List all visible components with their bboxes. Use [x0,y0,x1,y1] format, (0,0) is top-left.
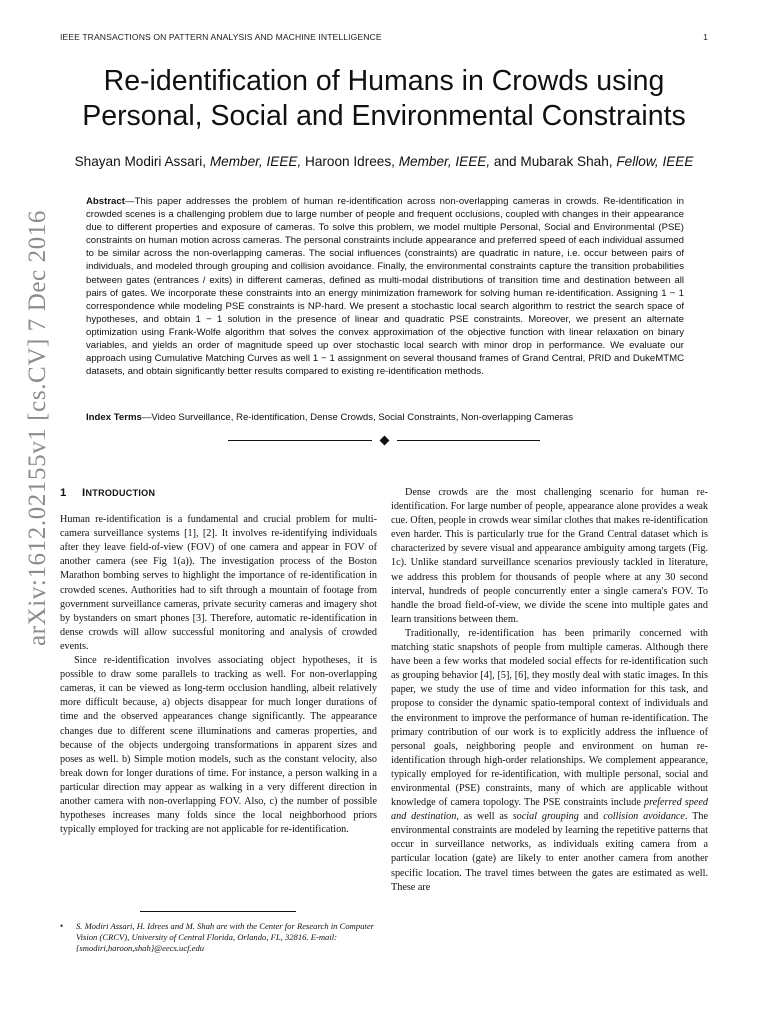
abstract-label: Abstract [86,196,125,207]
title-line-2: Personal, Social and Environmental Constraints [82,100,686,132]
text-run: , as well as [456,811,513,823]
footnote-rule [140,911,296,912]
journal-name: IEEE TRANSACTIONS ON PATTERN ANALYSIS AND MACHINE INTELLIGENCE [60,32,382,42]
running-header [60,32,708,42]
author-3-name: and Mubarak Shah, [493,154,613,169]
index-terms [86,411,684,424]
section-number: 1 [60,487,67,499]
footnote-text: S. Modiri Assari, H. Idrees and M. Shah are with the Center for Research in Computer Vision (CRCV), University of Central Florida, Orlando, FL, 32816. E-mail: {smodiri,haroon,shah}@eecs.ucf.edu [76,921,374,954]
author-2-role: Member, IEEE, [398,154,491,169]
abstract [86,195,684,378]
footnote [60,921,377,955]
section-title-rest: NTRODUCTION [85,488,156,498]
paper-title [40,64,728,134]
section-separator [228,433,540,447]
text-run: and [578,811,604,823]
author-1-role: Member, IEEE, [209,154,302,169]
paragraph [391,627,708,895]
separator-rule-right [397,440,541,441]
title-line-1: Re-identification of Humans in Crowds using [103,65,665,97]
paragraph: Human re-identification is a fundamental and crucial problem for multi-camera surveillance systems [1], [2]. It involves re-identifying individuals after they leave field-of-view (FOV) of one camera and appear in FOV of another camera (see Fig 1(a)). The investigation process of the Boston Marathon bombing serves to highlight the importance of re-identification in crowded scenes. Authorities had to sift through a mountain of footage from government surveillance cameras, private security cameras and imagery shot by bystanders on smart phones [3]. Therefore, automatic re-identification in dense crowds will allow successful monitoring and analysis of crowded events. [60,514,377,652]
left-column [60,486,377,837]
author-1-name: Shayan Modiri Assari, [74,154,207,169]
diamond-icon [379,435,389,445]
abstract-text: —This paper addresses the problem of human re-identification across non-overlapping cameras in crowds. Re-identification in crowded scenes is a challenging problem due to large number of people and frequent occlusions, coupled with changes in their appearance due to different properties and exposure of cameras. To solve this problem, we model multiple Personal, Social and Environmental (PSE) constraints on human motion across cameras. The personal constraints include appearance and preferred speed of each individual assumed to be similar across the non-overlapping cameras. The social influences (constraints) are quadratic in nature, i.e. occur between pairs of individuals, and modeled through grouping and collision avoidance. Finally, the environmental constraints capture the transition probabilities between gates (entrances / exits) in different cameras, defined as multi-modal distributions of transition time and destination between all pairs of gates. We incorporate these constraints into an energy minimization framework for solving human re-identification. Assigning 1 − 1 correspondence while modeling PSE constraints is NP-hard. We present a stochastic local search algorithm to restrict the search space of hypotheses, and obtain 1 − 1 solution in the presence of linear and quadratic PSE constraints. Moreover, we present an alternate optimization using Frank-Wolfe algorithm that solves the convex approximation of the objective function with linear relaxation on binary variables, and yields an order of magnitude speed up over stochastic local search with minor drop in performance. We evaluate our approach using Cumulative Matching Curves as well 1 − 1 assignment on several thousand frames of Grand Central, PRID and DukeMTMC datasets, and obtain significantly better results compared to existing re-identification methods. [86,196,684,378]
index-terms-text: —Video Surveillance, Re-identification, Dense Crowds, Social Constraints, Non-overlapping Cameras [141,412,574,423]
page-number: 1 [703,32,708,42]
right-column [391,486,708,895]
footnote-bullet: • [60,921,64,931]
emphasis: preferred speed and destination [391,797,709,823]
section-title-initial: I [82,487,86,499]
emphasis: social grouping [512,811,579,823]
index-terms-label: Index Terms [86,412,142,423]
text-run: . The environmental constraints are modeled by learning the repetitive patterns that occur in surveillance networks, as individuals exiting camera from a particular location (gate) are likely to enter another camera from another specific location. The travel times between the gates are estimated as well. These are [391,811,708,893]
emphasis: collision avoidance [603,811,685,823]
section-heading-introduction [60,486,377,500]
text-run: Traditionally, re-identification has been primarily concerned with matching static snapshots of people from multiple cameras. Although there have been a few works that modeled social effects for re-identification such as grouping behavior [4], [5], [6], they mostly deal with static images. In this paper, we study the use of time and video information for this task, and propose to consider the dynamic spatio-temporal context of individuals and the environment to improve the performance of human re-identification. The primary contribution of our work is to explicitly address the influence of personal goals, neighboring people and environment on human re-identification through high-order relationships. We complement appearance, typically employed for re-identification, with multiple personal, social and environmental (PSE) constraints, many of which are applicable without knowledge of camera topology. The PSE constraints include [391,627,708,809]
paragraph: Since re-identification involves associating object hypotheses, it is possible to draw some parallels to tracking as well. For non-overlapping cameras, it can be viewed as long-term occlusion handling, albeit relatively more difficult because, a) objects disappear for much longer durations of time and the observed appearances change significantly. The appearance changes due to different scene illuminations and cameras properties, and because of the objects undergoing transformations in apparent sizes and poses as well. b) Simple motion models, such as the constant velocity, also break down for longer durations of time. For instance, a person walking in a particular direction may appear as walking in a very different direction in another camera with non-overlapping FOV. Also, c) the number of possible hypotheses increases many folds since the local neighborhood priors typically employed for tracking are not applicable for re-identification. [60,655,377,836]
author-2-name: Haroon Idrees, [305,154,395,169]
separator-rule-left [228,440,372,441]
author-3-role: Fellow, IEEE [616,154,694,169]
arxiv-stamp: arXiv:1612.02155v1 [cs.CV] 7 Dec 2016 [24,209,51,647]
author-list [40,154,728,169]
paragraph: Dense crowds are the most challenging scenario for human re-identification. For large number of people, appearance alone provides a weak cue. Often, people in crowds wear similar clothes that makes re-identification even harder. This is particularly true for the Grand Central dataset which is characterized by severe visual and appearance ambiguity among targets (Fig. 1c). Unlike standard surveillance scenarios previously tackled in literature, we address this problem for thousands of people where at any 30 second interval, hundreds of people concurrently enter a single camera's FOV. To handle the broad field-of-view, we divide the scene into multiple gates and learn transitions between them. [391,487,708,625]
